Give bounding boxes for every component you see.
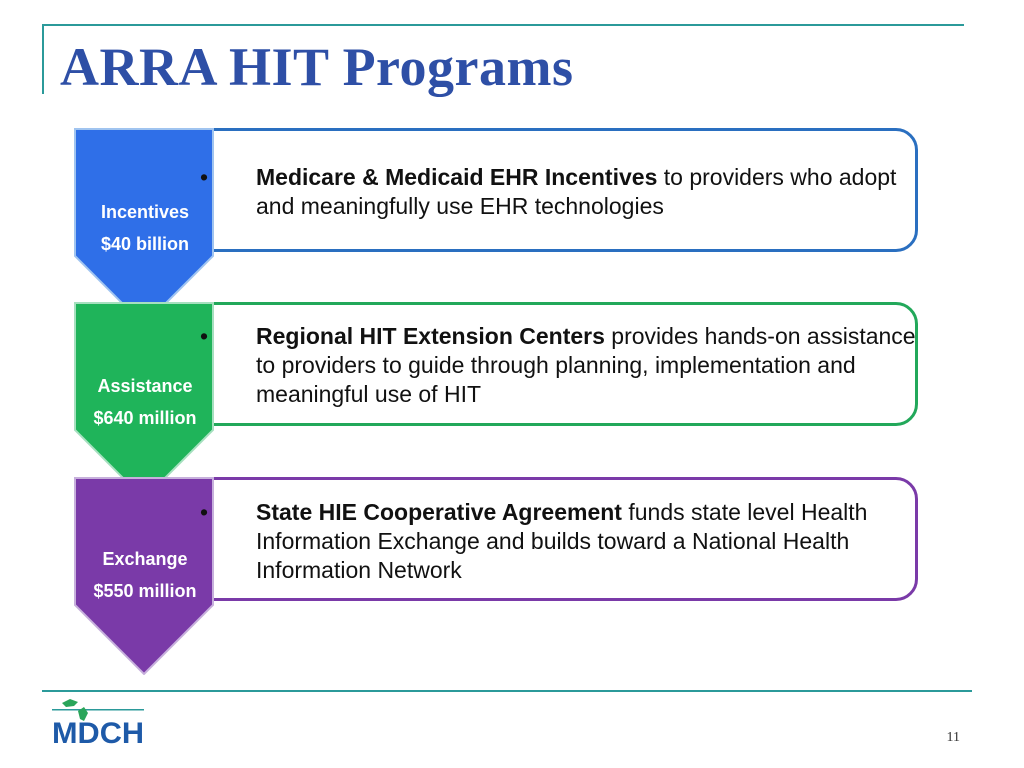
program-label: Exchange: [102, 549, 188, 569]
bullet-icon: •: [200, 499, 209, 525]
program-description-assistance: [200, 322, 918, 409]
program-label: Assistance: [97, 376, 193, 396]
title-frame-left-line: [42, 24, 44, 94]
program-amount: $640 million: [93, 408, 197, 428]
program-detail: to providers who adopt and meaningfully use EHR technologies: [256, 164, 897, 219]
program-amount: $550 million: [93, 581, 197, 601]
chevron-label-exchange: [78, 543, 212, 607]
footer-divider: [42, 690, 972, 692]
logo-text: MDCH: [52, 717, 144, 747]
program-label: Incentives: [100, 202, 190, 222]
program-description-incentives: [200, 163, 918, 221]
bullet-icon: •: [200, 164, 209, 190]
mdch-logo: [48, 697, 148, 747]
program-name: Regional HIT Extension Centers: [256, 323, 605, 349]
bullet-icon: •: [200, 323, 209, 349]
program-detail: provides hands-on assistance to providers to guide through planning, implementation and meaningful use of HIT: [256, 323, 916, 407]
program-amount: $40 billion: [100, 234, 190, 254]
program-detail: funds state level Health Information Exchange and builds toward a National Health Information Network: [256, 499, 868, 583]
program-name: Medicare & Medicaid EHR Incentives: [256, 164, 658, 190]
chevron-label-assistance: [78, 370, 212, 434]
program-description-exchange: [200, 498, 918, 585]
chevron-label-incentives: [78, 196, 212, 260]
program-name: State HIE Cooperative Agreement: [256, 499, 622, 525]
title-frame-top-line: [42, 24, 964, 26]
page-number: 11: [946, 730, 960, 745]
slide-title: ARRA HIT Programs: [60, 37, 574, 97]
